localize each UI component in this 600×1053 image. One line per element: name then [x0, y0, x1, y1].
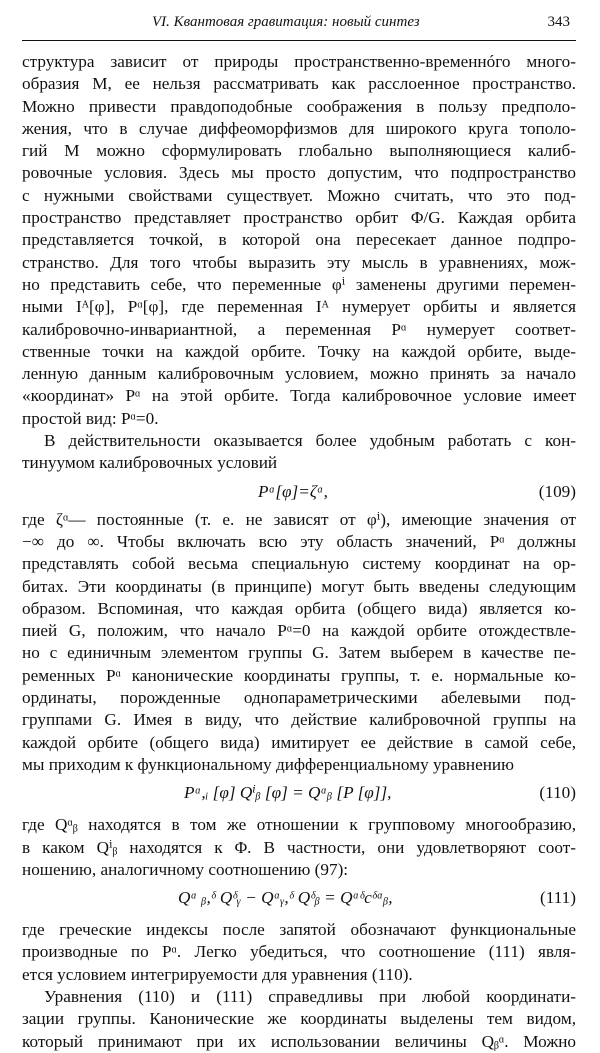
- text-line: Можно привести правдоподобные соображения в пользу предполо-: [22, 96, 576, 116]
- text-line: представляется точкой, в которой она пересекает данное подпро-: [22, 230, 576, 250]
- equation-111: [22, 881, 576, 919]
- text-line: структура зависит от природы пространственно-временнóго много-: [22, 52, 576, 71]
- paragraph-4: [22, 814, 576, 881]
- text-line: пией G, положим, что начало Pᵅ=0 на каждой орбите отождествле-: [22, 621, 576, 641]
- text-line: где ζᵅ— постоянные (т. е. не зависят от φⁱ), имеющие значения от: [22, 509, 576, 529]
- text-line: простой вид: Pᵅ=0.: [22, 408, 159, 428]
- text-line: пространство представляет пространство орбит Φ/G. Каждая орбита: [22, 208, 576, 228]
- paragraph-6: [22, 986, 576, 1053]
- text-line: каждой орбите (общего вида) имитирует ее действие в самой себе,: [22, 732, 576, 752]
- page-number: 343: [547, 14, 570, 30]
- text-line: жения, что в случае диффеоморфизмов для широкого круга тополо-: [22, 118, 576, 138]
- equation-110: [22, 776, 576, 814]
- text-line: где греческие индексы после запятой обозначают функциональные: [22, 920, 576, 940]
- text-line: зации группы. Канонические же координаты выделены тем видом,: [22, 1009, 576, 1029]
- equation-expression: Pᵅ,ᵢ [φ] Qⁱᵦ [φ] = Qᵅᵦ [P [φ]],: [184, 783, 392, 803]
- text-line: ными Iᴬ[φ], Pᵅ[φ], где переменная Iᴬ нумерует орбиты и является: [22, 297, 576, 317]
- text-line: образия M, ее нельзя рассматривать как расслоенное пространство.: [22, 74, 576, 94]
- text-line: странство. Для того чтобы выразить эту мысль в уравнениях, мож-: [22, 252, 576, 272]
- text-line: ременных Pᵅ канонические координаты группы, т. е. нормальные ко-: [22, 665, 576, 685]
- text-line: битах. Эти координаты (в принципе) могут быть введены следующим: [22, 576, 576, 596]
- text-line: производные по Pᵅ. Легко убедиться, что соотношение (111) явля-: [22, 942, 576, 962]
- text-line: ственные точки на каждой орбите. Точку на каждой орбите, выде-: [22, 341, 576, 361]
- text-line: ется условием интегрируемости для уравнения (110).: [22, 964, 413, 984]
- body-text: [22, 51, 576, 1053]
- text-line: группами G. Имея в виду, что действие калибровочной группы на: [22, 710, 576, 730]
- text-line: где Qᵅᵦ находятся в том же отношении к групповому многообразию,: [22, 815, 576, 835]
- page-header: [22, 8, 576, 41]
- paragraph-1: [22, 51, 576, 430]
- text-line: который принимают при их использовании величины Qᵦᵅ. Можно: [22, 1031, 576, 1051]
- text-line: представлять собой весьма специальную систему координат на ор-: [22, 554, 576, 574]
- equation-number: (110): [539, 783, 576, 803]
- text-line: ношению, аналогичному соотношению (97):: [22, 859, 349, 879]
- equation-109: [22, 475, 576, 509]
- paragraph-3: [22, 509, 576, 777]
- equation-expression: Qᵅ ᵦ,ᵟ Qᵟᵧ − Qᵅᵧ,ᵟ Qᵟᵦ = Qᵅᵟcᵟᵅᵦ,: [178, 888, 393, 908]
- text-line: в каком Qⁱᵦ находятся к Φ. В частности, они удовлетворяют соот-: [22, 837, 576, 857]
- text-line: ровочные условия. Здесь мы просто допустим, что подпространство: [22, 163, 576, 183]
- text-line: калибровочно-инвариантной, а переменная Pᵅ нумерует соответ-: [22, 319, 576, 339]
- text-line: ординаты, порожденные однопараметрическими абелевыми под-: [22, 688, 576, 708]
- equation-number: (111): [540, 888, 576, 908]
- text-line: но с единичным элементом группы G. Затем выберем в качестве пе-: [22, 643, 576, 663]
- paragraph-5: [22, 919, 576, 986]
- text-line: с нужными свойствами существует. Можно считать, что это под-: [22, 185, 576, 205]
- text-line: гий M можно сформулировать глобально выполняющиеся калиб-: [22, 141, 576, 161]
- text-line: Уравнения (110) и (111) справедливы при любой координати-: [44, 986, 576, 1006]
- paragraph-2: [22, 430, 576, 475]
- text-line: ленную данным калибровочным условием, можно принять за начало: [22, 364, 576, 384]
- text-line: но представить себе, что переменные φⁱ заменены другими перемен-: [22, 274, 576, 294]
- text-line: −∞ до ∞. Чтобы включать всю эту область значений, Pᵅ должны: [22, 531, 576, 551]
- text-line: «координат» Pᵅ на этой орбите. Тогда калибровочное условие имеет: [22, 386, 576, 406]
- text-line: мы приходим к функциональному дифференциальному уравнению: [22, 754, 514, 774]
- text-line: В действительности оказывается более удобным работать с кон-: [44, 431, 576, 451]
- running-title: VI. Квантовая гравитация: новый синтез: [152, 14, 420, 30]
- equation-number: (109): [538, 481, 576, 501]
- text-line: образом. Вспоминая, что каждая орбита (общего вида) является ко-: [22, 598, 576, 618]
- text-line: тинуумом калибровочных условий: [22, 453, 278, 473]
- equation-expression: Pᵅ[φ]=ζᵅ,: [258, 481, 328, 501]
